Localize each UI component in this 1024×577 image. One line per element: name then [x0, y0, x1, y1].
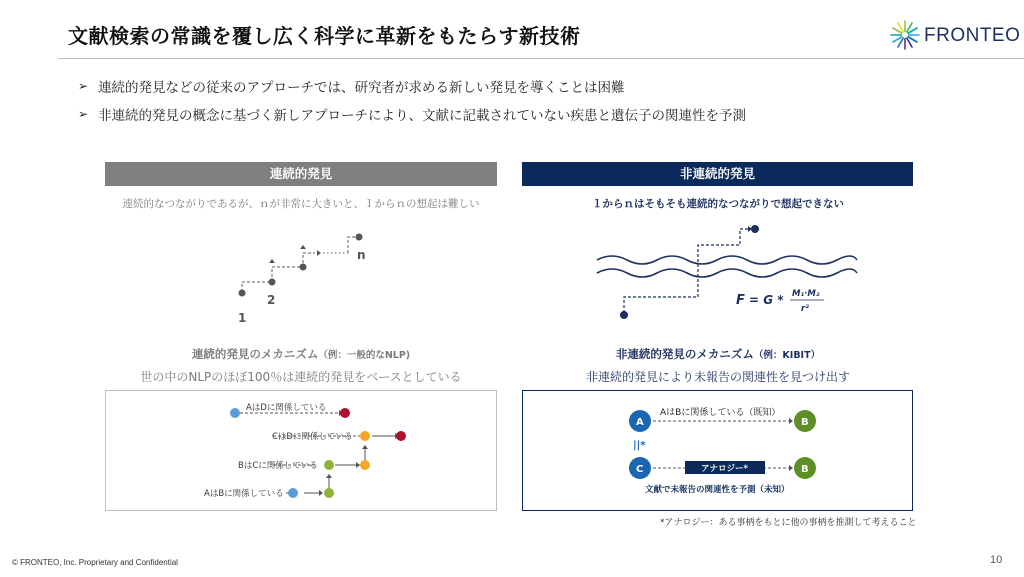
svg-text:r²: r² — [801, 304, 809, 314]
continuous-mechanism-desc: 世の中のNLPのほぼ100％は連続的発見をベースとしている — [140, 370, 462, 384]
bullet-item — [78, 100, 746, 128]
mechanism-note: （例：KIBIT） — [753, 350, 821, 361]
page-title: 文献検索の常識を覆し広く科学に革新をもたらす新技術 — [68, 24, 581, 48]
node-dot — [360, 460, 370, 470]
analogy-label: アナロジー* — [701, 464, 748, 474]
title-divider — [58, 58, 1024, 59]
relation-ab-label: AはBに関係している — [204, 489, 284, 499]
known-relation-label: AはBに関係している（既知） — [660, 408, 781, 418]
bullet-list — [78, 72, 746, 128]
bullet-text: 連続的発見などの従来のアプローチでは、研究者が求める新しい発見を導くことは困難 — [98, 80, 625, 96]
start-dot — [620, 311, 628, 319]
node-dot — [324, 460, 334, 470]
svg-text:M₁·M₂: M₁·M₂ — [792, 289, 820, 299]
relation-ad-label: AはDに関係している — [246, 403, 327, 413]
discontinuous-diagram — [522, 215, 913, 330]
fronteo-logo — [888, 18, 1021, 52]
step-dot — [356, 234, 363, 241]
mechanism-title-text: 非連続的発見のメカニズム — [615, 347, 754, 361]
continuous-mechanism-title — [105, 346, 497, 362]
node-a-label: A — [636, 417, 644, 428]
end-dot — [751, 225, 759, 233]
arrow-bullet-icon: ➢ — [78, 79, 89, 93]
relation-bc-label: BはCに関係している — [238, 461, 318, 471]
node-dot — [360, 431, 370, 441]
step-label-2: 2 — [267, 293, 276, 307]
step-label-n: n — [357, 248, 366, 262]
bullet-text: 非連続的発見の概念に基づく新しアプローチにより、文献に記載されていない疾患と遺伝子の関連性を予測 — [98, 108, 747, 124]
step-dot — [269, 279, 276, 286]
node-dot — [288, 488, 298, 498]
node-b2-label: B — [801, 464, 809, 475]
node-dot — [230, 408, 240, 418]
continuous-mechanism-diagram — [106, 391, 498, 512]
equivalence-mark: ||* — [633, 440, 646, 451]
svg-text:= G *: = G * — [749, 293, 784, 307]
bullet-item — [78, 72, 746, 100]
copyright-text: © FRONTEO, Inc. Proprietary and Confidential — [12, 558, 178, 567]
node-c-label: C — [636, 464, 644, 475]
analogy-footnote: *アナロジー：ある事柄をもとに他の事柄を推測して考えること — [660, 518, 917, 528]
step-dot — [300, 264, 307, 271]
continuous-subtitle: 連続的なつながりであるが、ｎが非常に大きいと、１からｎの想起は難しい — [122, 198, 480, 210]
discontinuous-mechanism-box — [522, 390, 913, 511]
node-dot — [324, 488, 334, 498]
svg-text:F: F — [736, 293, 745, 308]
node-dot — [340, 408, 350, 418]
continuous-mechanism-box — [105, 390, 497, 511]
step-dot — [239, 290, 246, 297]
relation-cd-label: CはDに関係している — [272, 432, 353, 442]
page-number: 10 — [990, 554, 1003, 566]
mechanism-note: （例：一般的なNLP) — [318, 350, 411, 361]
unknown-relation-label: 文献で未報告の関連性を予測（未知） — [645, 485, 790, 495]
logo-text: FRONTEO — [924, 25, 1021, 46]
discontinuous-subtitle: １からｎはそもそも連続的なつながりで想起できない — [592, 198, 844, 210]
node-b-label: B — [801, 417, 809, 428]
mechanism-title-text: 連続的発見のメカニズム — [191, 347, 319, 361]
discontinuous-mechanism-title — [522, 346, 914, 362]
discontinuous-mechanism-desc: 非連続的発見により未報告の関連性を見つけ出す — [585, 370, 850, 384]
arrow-bullet-icon: ➢ — [78, 107, 89, 121]
continuous-steps-diagram — [105, 215, 497, 330]
node-dot — [396, 431, 406, 441]
discontinuous-discovery-header: 非連続的発見 — [522, 162, 913, 186]
step-label-1: 1 — [238, 311, 247, 325]
starburst-logo-icon — [888, 18, 922, 52]
gravity-formula — [736, 289, 824, 314]
continuous-discovery-header: 連続的発見 — [105, 162, 497, 186]
analogy-diagram — [523, 391, 914, 512]
